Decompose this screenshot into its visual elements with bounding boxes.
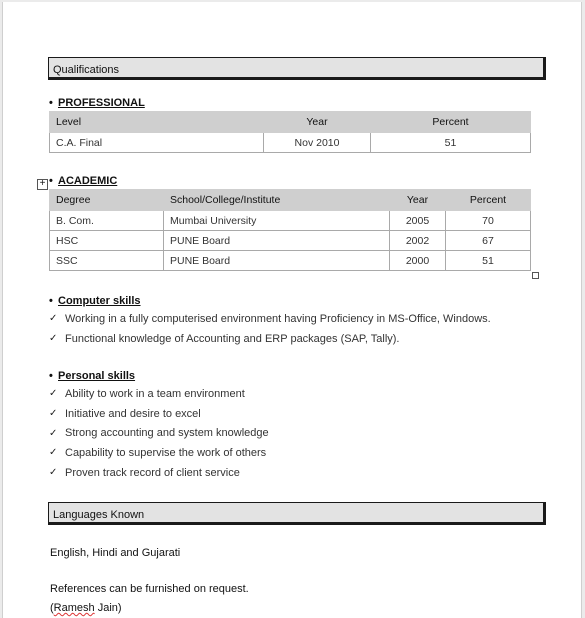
- signature-name: (Ramesh Jain): [50, 602, 122, 614]
- table-row: [50, 133, 531, 153]
- list-item: ✓ Ability to work in a team environment: [49, 387, 245, 400]
- table-cell: Mumbai University: [164, 211, 390, 231]
- languages-value: English, Hindi and Gujarati: [50, 547, 181, 559]
- column-header-percent: Percent: [446, 190, 531, 211]
- table-cell: 70: [446, 211, 531, 231]
- bullet-icon: •: [49, 97, 53, 109]
- table-cell: SSC: [50, 251, 164, 271]
- table-cell: 51: [446, 251, 531, 271]
- column-header-percent: Percent: [371, 112, 531, 133]
- checkmark-icon: ✓: [49, 313, 58, 325]
- checkmark-icon: ✓: [49, 333, 58, 345]
- professional-heading: • PROFESSIONAL: [49, 97, 145, 109]
- academic-heading: • ACADEMIC: [49, 175, 118, 187]
- list-item: ✓ Functional knowledge of Accounting and ERP packages (SAP, Tally).: [49, 332, 400, 345]
- table-cell: HSC: [50, 231, 164, 251]
- table-cell: B. Com.: [50, 211, 164, 231]
- languages-heading: Languages Known: [48, 502, 546, 525]
- personal-skills-list: [49, 384, 269, 482]
- table-header-row: [50, 112, 531, 133]
- references-line: References can be furnished on request.: [50, 583, 249, 595]
- checkmark-icon: ✓: [49, 408, 58, 420]
- checkmark-icon: ✓: [49, 388, 58, 400]
- table-cell: 2002: [390, 231, 446, 251]
- table-cell: 51: [371, 133, 531, 153]
- table-row: [50, 251, 531, 271]
- table-row: [50, 231, 531, 251]
- list-item: ✓ Capability to supervise the work of others: [49, 446, 267, 459]
- table-cell: 67: [446, 231, 531, 251]
- column-header-institute: School/College/Institute: [164, 190, 390, 211]
- list-item: ✓ Working in a fully computerised environment having Proficiency in MS-Office, Windows.: [49, 312, 491, 325]
- table-cell: Nov 2010: [264, 133, 371, 153]
- checkmark-icon: ✓: [49, 447, 58, 459]
- computer-skills-heading: • Computer skills: [49, 295, 141, 307]
- table-move-handle-icon[interactable]: +: [37, 179, 48, 190]
- table-header-row: [50, 190, 531, 211]
- list-item: ✓ Proven track record of client service: [49, 466, 240, 479]
- table-cell: 2005: [390, 211, 446, 231]
- professional-table: [49, 111, 531, 153]
- computer-skills-list: [49, 309, 491, 348]
- checkmark-icon: ✓: [49, 427, 58, 439]
- table-cell: PUNE Board: [164, 231, 390, 251]
- table-resize-handle[interactable]: [532, 272, 539, 279]
- document-page: [2, 2, 582, 618]
- table-cell: PUNE Board: [164, 251, 390, 271]
- column-header-year: Year: [264, 112, 371, 133]
- list-item: ✓ Strong accounting and system knowledge: [49, 427, 269, 440]
- column-header-year: Year: [390, 190, 446, 211]
- personal-skills-heading: • Personal skills: [49, 370, 136, 382]
- table-cell: 2000: [390, 251, 446, 271]
- qualifications-heading: Qualifications: [48, 57, 546, 80]
- table-row: [50, 211, 531, 231]
- academic-table: [49, 189, 531, 271]
- bullet-icon: •: [49, 175, 53, 187]
- bullet-icon: •: [49, 295, 53, 307]
- bullet-icon: •: [49, 370, 53, 382]
- checkmark-icon: ✓: [49, 467, 58, 479]
- column-header-level: Level: [50, 112, 264, 133]
- column-header-degree: Degree: [50, 190, 164, 211]
- table-cell: C.A. Final: [50, 133, 264, 153]
- list-item: ✓ Initiative and desire to excel: [49, 407, 201, 420]
